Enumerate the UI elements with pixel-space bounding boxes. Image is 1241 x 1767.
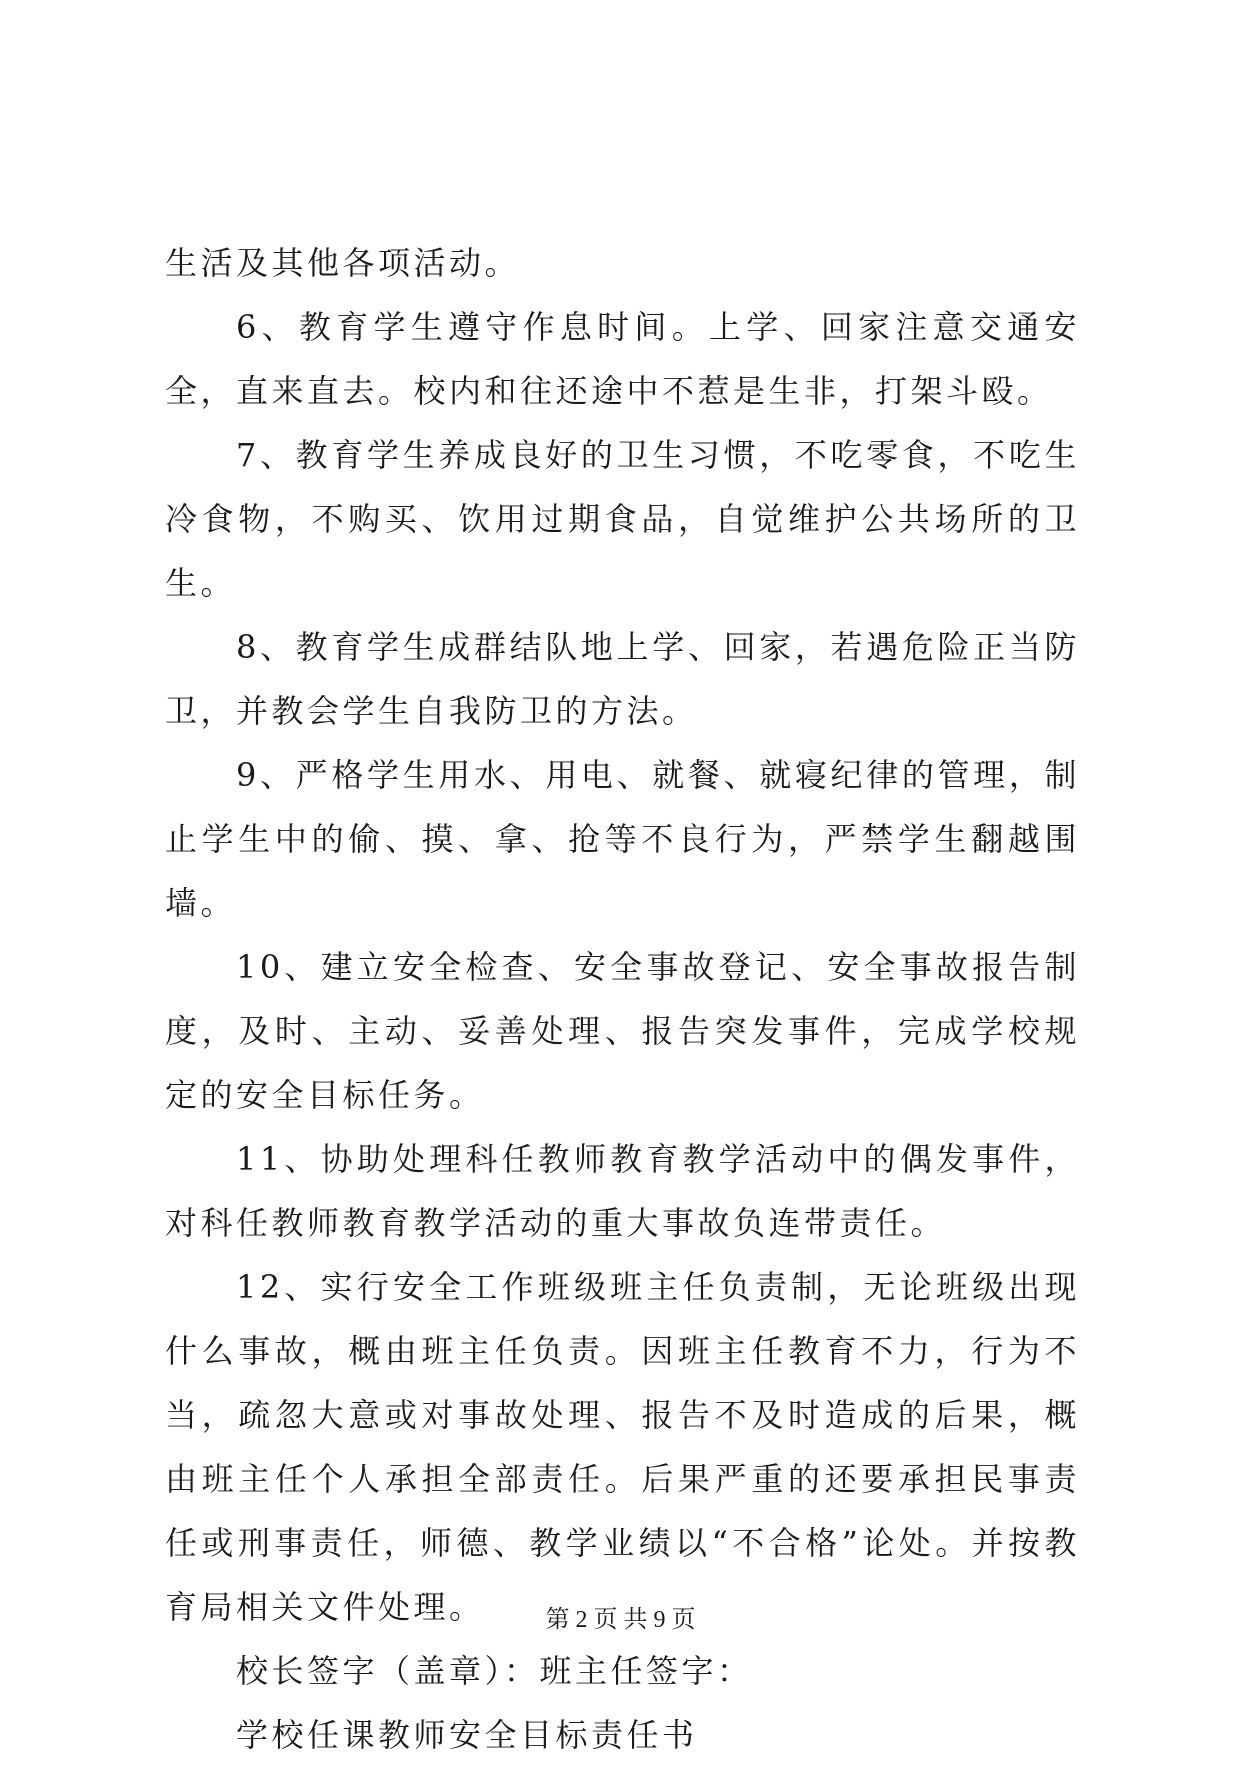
paragraph-item-11: 11、协助处理科任教师教育教学活动中的偶发事件，对科任教师教育教学活动的重大事故负连带责任。 bbox=[165, 1140, 1080, 1242]
page-number-footer: 第 2 页 共 9 页 bbox=[545, 1607, 696, 1633]
paragraph-item-6: 6、教育学生遵守作息时间。上学、回家注意交通安全，直来直去。校内和往还途中不惹是生非，打架斗殴。 bbox=[165, 308, 1080, 410]
paragraph-item-12: 12、实行安全工作班级班主任负责制，无论班级出现什么事故，概由班主任负责。因班主任教育不力，行为不当，疏忽大意或对事故处理、报告不及时造成的后果，概由班主任个人承担全部责任。后果严重的还要承担民事责任或刑事责任，师德、教学业绩以“不合格”论处。并按教育局相关文件处理。 bbox=[165, 1268, 1080, 1626]
paragraph-item-9: 9、严格学生用水、用电、就餐、就寝纪律的管理，制止学生中的偷、摸、拿、抢等不良行为，严禁学生翻越围墙。 bbox=[165, 756, 1080, 922]
next-section-title: 学校任课教师安全目标责任书 bbox=[236, 1716, 698, 1754]
paragraph-item-7: 7、教育学生养成良好的卫生习惯，不吃零食，不吃生冷食物，不购买、饮用过期食品，自觉维护公共场所的卫生。 bbox=[165, 436, 1080, 602]
signature-line: 校长签字（盖章）：班主任签字： bbox=[236, 1652, 753, 1690]
paragraph-continuation: 生活及其他各项活动。 bbox=[165, 244, 521, 282]
paragraph-item-8: 8、教育学生成群结队地上学、回家，若遇危险正当防卫，并教会学生自我防卫的方法。 bbox=[165, 628, 1080, 730]
paragraph-item-10: 10、建立安全检查、安全事故登记、安全事故报告制度，及时、主动、妥善处理、报告突发事件，完成学校规定的安全目标任务。 bbox=[165, 948, 1080, 1114]
document-body bbox=[165, 231, 1080, 1767]
